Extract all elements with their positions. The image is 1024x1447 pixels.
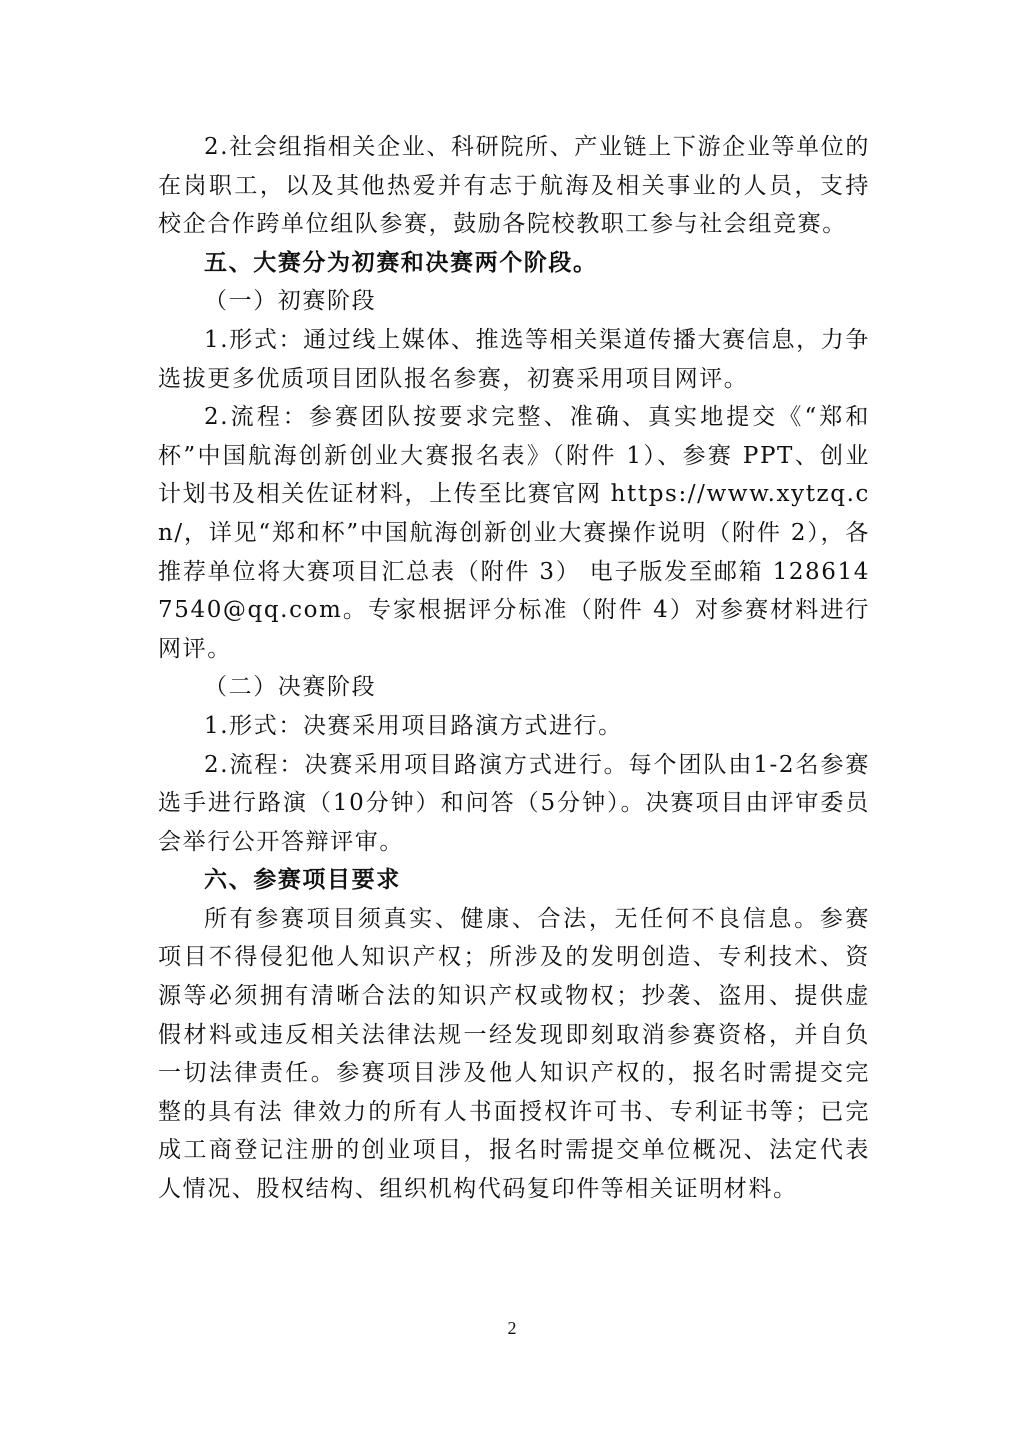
paragraph-preliminary-format: 1.形式：通过线上媒体、推选等相关渠道传播大赛信息，力争选拔更多优质项目团队报名参赛，初赛采用项目网评。	[158, 326, 870, 392]
subsection-heading-preliminary: （一）初赛阶段	[204, 288, 377, 315]
subsection-heading-final: （二）决赛阶段	[204, 674, 377, 701]
section-heading-requirements: 六、参赛项目要求	[204, 866, 401, 894]
paragraph-requirements: 所有参赛项目须真实、健康、合法，无任何不良信息。参赛 项目不得侵犯他人知识产权；所涉及的发明创造、专利技术、资源等必须拥有清晰合法的知识产权或物权；抄袭、盗用、提供虚假材料或违反相关法律法规一经发现即刻取消参赛资格，并自负一切法律责任。参赛项目涉及他人知识产权的，报名时需提交完整的具有法 律效力的所有人书面授权许可书、专利证书等；已完成工商登记注册的创业项目，报名时需提交单位概况、法定代表人情况、股权结构、组织机构代码复印件等相关证明材料。	[158, 905, 870, 1203]
section-heading-stages: 五、大赛分为初赛和决赛两个阶段。	[204, 248, 598, 276]
paragraph-final-process: 2.流程：决赛采用项目路演方式进行。每个团队由1-2名参赛选手进行路演（10分钟）和问答（5分钟）。决赛项目由评审委员会举行公开答辩评审。	[158, 751, 870, 855]
paragraph-social-group: 2.社会组指相关企业、科研院所、产业链上下游企业等单位的在岗职工，以及其他热爱并有志于航海及相关事业的人员，支持校企合作跨单位组队参赛，鼓励各院校教职工参与社会组竞赛。	[158, 134, 870, 238]
document-body	[158, 128, 870, 1209]
paragraph-preliminary-process: 2.流程：参赛团队按要求完整、准确、真实地提交《“郑和杯”中国航海创新创业大赛报名表》（附件 1）、参赛 PPT、创业计划书及相关佐证材料，上传至比赛官网 https://www.xytzq.cn/，详见“郑和杯”中国航海创新创业大赛操作说明（附件 2），各推荐单位将大赛项目汇总表（附件 3） 电子版发至邮箱 1286147540@qq.com。专家根据评分标准（附件 4）对参赛材料进行网评。	[158, 404, 870, 662]
page-number: 2	[507, 1318, 517, 1338]
paragraph-final-format: 1.形式：决赛采用项目路演方式进行。	[204, 712, 623, 739]
